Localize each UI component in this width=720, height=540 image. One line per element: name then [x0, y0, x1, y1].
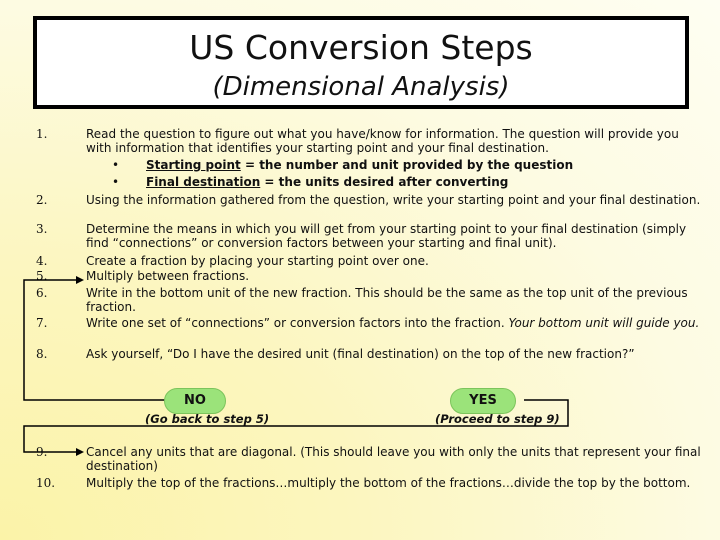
step-number: 9. [36, 445, 48, 459]
definition-text: = the number and unit provided by the question [240, 158, 574, 172]
step-text-italic: Your bottom unit will guide you. [508, 316, 700, 330]
step-text: Determine the means in which you will get from your starting point to your final destination (simply find “connections” or conversion factors between your starting and final unit). [86, 222, 687, 251]
step-number: 4. [36, 254, 48, 268]
step-text: Cancel any units that are diagonal. (This should leave you with only the units that represent your final destination) [86, 445, 701, 474]
step-text: Using the information gathered from the question, write your starting point and your final destination. [86, 193, 701, 207]
arrow-head-icon [76, 276, 84, 284]
step-text: Write in the bottom unit of the new fraction. This should be the same as the top unit of the previous fraction. [86, 286, 688, 315]
step-number: 3. [36, 222, 48, 236]
step-text: Read the question to figure out what you have/know for information. The question will provide you with information that identifies your starting point and your final destination. [86, 127, 679, 156]
step-number: 2. [36, 193, 48, 207]
step-text: Create a fraction by placing your starting point over one. [86, 254, 429, 268]
no-badge: NO [164, 388, 226, 414]
step-text-main: Write one set of “connections” or conversion factors into the fraction. [86, 316, 505, 330]
bullet-icon: • [112, 175, 120, 189]
page-title: US Conversion Steps [189, 28, 533, 67]
bullet-icon: • [112, 158, 120, 172]
step-number: 5. [36, 269, 48, 283]
step-number: 8. [36, 347, 48, 361]
yes-note: (Proceed to step 9) [435, 412, 560, 426]
definition-term: Starting point [146, 158, 241, 172]
no-loop-line [24, 280, 166, 400]
step-number: 1. [36, 127, 48, 141]
page-subtitle: (Dimensional Analysis) [212, 72, 510, 102]
step-number: 10. [36, 476, 56, 490]
yes-badge: YES [450, 388, 516, 414]
step-number: 7. [36, 316, 48, 330]
step-text: Multiply the top of the fractions…multiply the bottom of the fractions…divide the top by the bottom. [86, 476, 691, 490]
arrow-head-icon [76, 448, 84, 456]
no-note: (Go back to step 5) [145, 412, 270, 426]
step-text: Ask yourself, “Do I have the desired unit (final destination) on the top of the new fraction?” [86, 347, 635, 361]
definition-term: Final destination [146, 175, 261, 189]
step-number: 6. [36, 286, 48, 300]
step-text: Multiply between fractions. [86, 269, 250, 283]
definition-text: = the units desired after converting [260, 175, 509, 189]
